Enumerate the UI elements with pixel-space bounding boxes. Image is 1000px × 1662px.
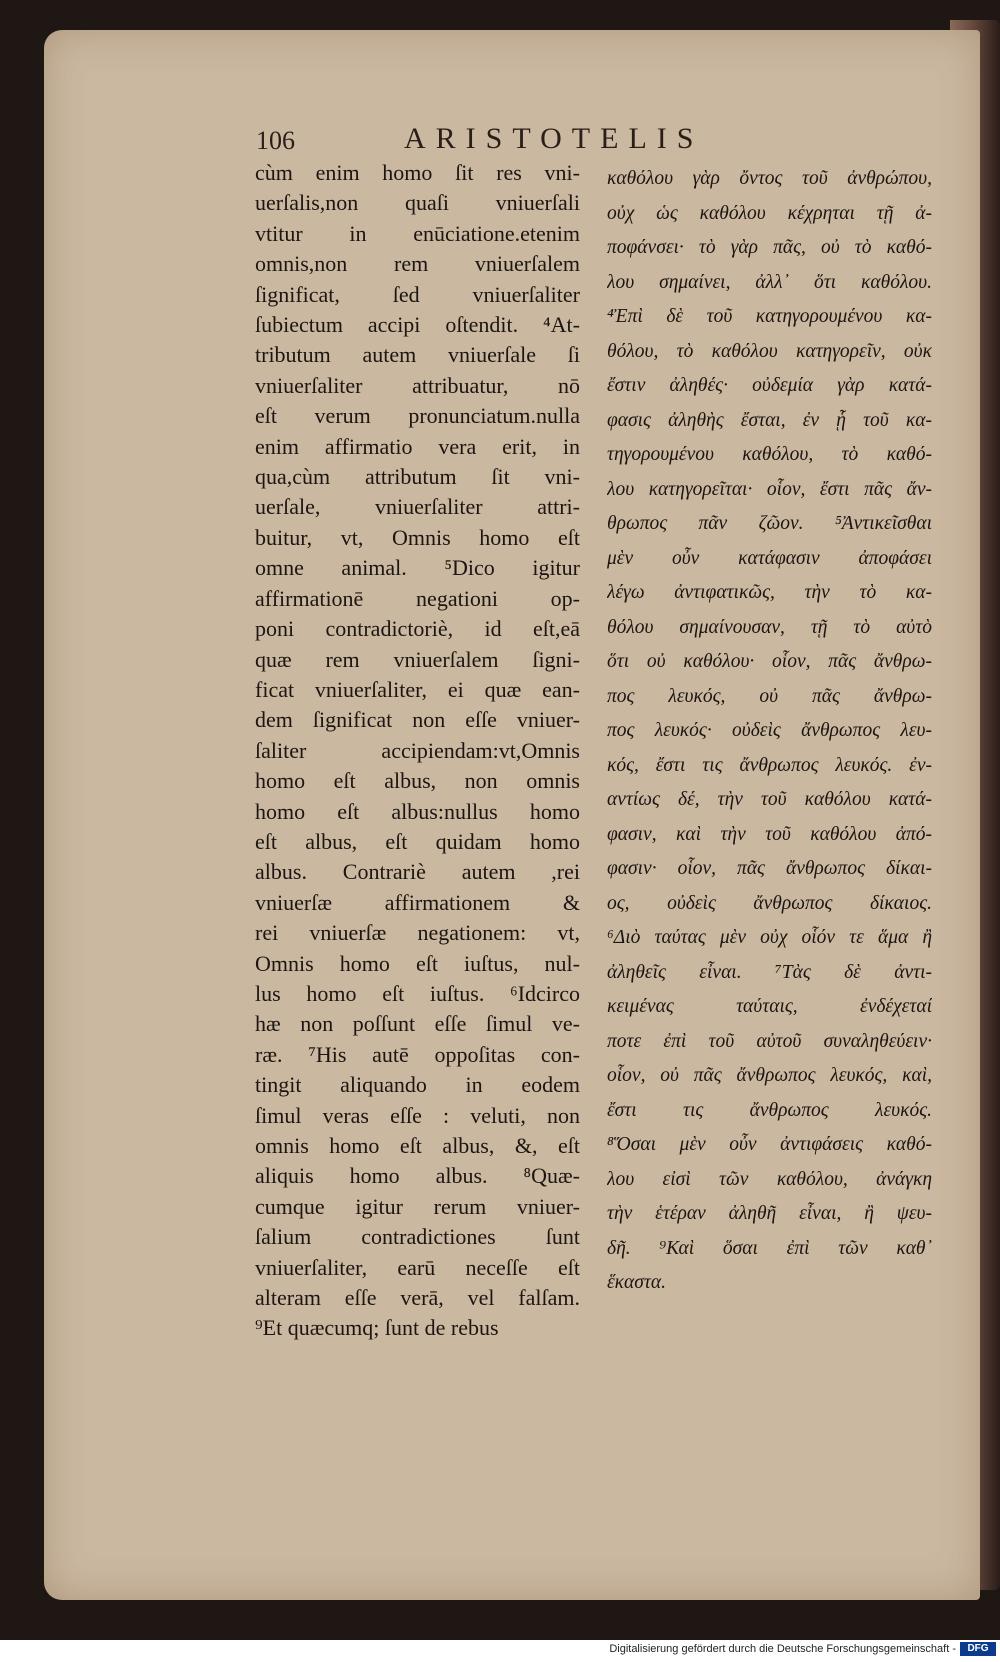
greek-text-line: τὴν ἑτέραν ἀληθῆ εἶναι, ἢ ψευ- [607, 1203, 932, 1224]
latin-text-line: quæ rem vniuerſalem ſigni- [255, 646, 580, 672]
latin-text-line: enim affirmatio vera erit, in [255, 433, 580, 459]
greek-text-line: ποφάνσει· τὸ γὰρ πᾶς, οὐ τὸ καθό- [607, 237, 932, 258]
greek-text-line: λέγω ἀντιφατικῶς, τὴν τὸ κα- [607, 582, 932, 603]
latin-text-line: ræ. ⁷His autē oppoſitas con- [255, 1041, 580, 1067]
greek-text-line: ἕκαστα. [607, 1272, 666, 1293]
latin-text-line: buitur, vt, Omnis homo eſt [255, 524, 580, 550]
latin-text-line: vniuerſaliter attribuatur, nō [255, 372, 580, 398]
greek-text-line: ⁶Διὸ ταύτας μὲν οὐχ οἷόν τε ἅμα ἢ [607, 927, 932, 948]
latin-text-line: lus homo eſt iuſtus. ⁶Idcirco [255, 980, 580, 1006]
dfg-logo: DFG [960, 1642, 996, 1656]
greek-text-line: λου εἰσὶ τῶν καθόλου, ἀνάγκη [607, 1168, 932, 1190]
greek-text-line: ἀληθεῖς εἶναι. ⁷Τὰς δὲ ἀντι- [607, 961, 932, 983]
greek-text-line: λου κατηγορεῖται· οἷον, ἔστι πᾶς ἄν- [607, 478, 932, 500]
footer-credit: Digitalisierung gefördert durch die Deutsche Forschungsgemeinschaft - [609, 1643, 956, 1655]
latin-text-line: uerſalis,non quaſi vniuerſali [255, 190, 580, 216]
greek-text-line: ος, οὐδεὶς ἄνθρωπος δίκαιος. [607, 892, 932, 914]
latin-text-line: Omnis homo eſt iuſtus, nul- [255, 950, 580, 976]
page-title: ARISTOTELIS [404, 122, 704, 155]
latin-text-line: omnis homo eſt albus, &, eſt [255, 1133, 580, 1158]
greek-text-line: ⁸Ὅσαι μὲν οὖν ἀντιφάσεις καθό- [607, 1134, 932, 1155]
latin-text-line: cùm enim homo ſit res vni- [255, 160, 580, 185]
latin-text-line: ſalium contradictiones ſunt [255, 1224, 580, 1250]
latin-text-line: cumque igitur rerum vniuer- [255, 1193, 580, 1219]
latin-text-line: dem ſignificat non eſſe vniuer- [255, 707, 580, 733]
latin-text-line: albus. Contrariè autem ,rei [255, 859, 580, 885]
greek-text-line: φασις ἀληθὴς ἔσται, ἐν ᾗ τοῦ κα- [607, 409, 932, 431]
greek-text-line: ⁴Ἐπὶ δὲ τοῦ κατηγορουμένου κα- [607, 306, 932, 327]
greek-text-line: κειμένας ταύταις, ἐνδέχεταί [607, 996, 932, 1017]
page-number: 106 [256, 126, 295, 155]
greek-text-line: θόλου σημαίνουσαν, τῇ τὸ αὐτὸ [607, 616, 932, 638]
greek-text-line: μὲν οὖν κατάφασιν ἀποφάσει [607, 547, 932, 569]
latin-text-line: tributum autem vniuerſale ſi [255, 342, 580, 368]
greek-text-line: τηγορουμένου καθόλου, τὸ καθό- [607, 444, 932, 465]
latin-text-line: vniuerſaliter, earū neceſſe eſt [255, 1254, 580, 1280]
greek-text-line: πος λευκός· οὐδεὶς ἄνθρωπος λευ- [607, 720, 932, 741]
latin-text-line: qua,cùm attributum ſit vni- [255, 464, 580, 490]
latin-text-line: ficat vniuerſaliter, ei quæ ean- [255, 676, 580, 702]
latin-text-line: ſimul veras eſſe : veluti, non [255, 1102, 580, 1128]
greek-text-line: κός, ἔστι τις ἄνθρωπος λευκός. ἐν- [607, 754, 932, 776]
latin-text-line: eſt verum pronunciatum.nulla [255, 403, 580, 429]
greek-text-line: ὅτι οὐ καθόλου· οἷον, πᾶς ἄνθρω- [607, 651, 932, 672]
latin-text-line: ſignificat, ſed vniuerſaliter [255, 281, 580, 307]
latin-text-line: homo eſt albus:nullus homo [255, 798, 580, 824]
greek-text-line: ἔστι τις ἄνθρωπος λευκός. [607, 1099, 932, 1121]
greek-text-line: ποτε ἐπὶ τοῦ αὐτοῦ συναληθεύειν· [607, 1030, 932, 1052]
latin-text-line: tingit aliquando in eodem [255, 1072, 580, 1098]
greek-text-line: φασιν· οἷον, πᾶς ἄνθρωπος δίκαι- [607, 858, 932, 879]
latin-text-line: aliquis homo albus. ⁸Quæ- [255, 1163, 580, 1189]
greek-text-line: οὐχ ὡς καθόλου κέχρηται τῇ ἀ- [607, 202, 932, 224]
latin-text-line: homo eſt albus, non omnis [255, 768, 580, 794]
greek-text-line: θρωπος πᾶν ζῶον. ⁵Ἀντικεῖσθαι [607, 513, 932, 534]
greek-text-line: θόλου, τὸ καθόλου κατηγορεῖν, οὐκ [607, 340, 932, 362]
latin-text-line: ſubiectum accipi oſtendit. ⁴At- [255, 312, 580, 338]
latin-text-line: alteram eſſe verā, vel falſam. [255, 1285, 580, 1311]
latin-column [255, 158, 580, 1344]
latin-text-line: omnis,non rem vniuerſalem [255, 251, 580, 277]
greek-text-line: φασιν, καὶ τὴν τοῦ καθόλου ἀπό- [607, 823, 932, 845]
latin-text-line: omne animal. ⁵Dico igitur [255, 555, 580, 581]
greek-text-line: καθόλου γὰρ ὄντος τοῦ ἀνθρώπου, [607, 168, 932, 189]
latin-text-line: ſaliter accipiendam:vt,Omnis [255, 737, 580, 763]
latin-text-line: uerſale, vniuerſaliter attri- [255, 494, 580, 520]
running-head [256, 122, 776, 162]
latin-text-line: eſt albus, eſt quidam homo [255, 828, 580, 854]
latin-text-line: vtitur in enūciatione.etenim [255, 220, 580, 246]
greek-text-line: λου σημαίνει, ἀλλ᾽ ὅτι καθόλου. [607, 271, 932, 293]
latin-text-line: vniuerſæ affirmationem & [255, 889, 580, 915]
latin-text-line: affirmationē negationi op- [255, 585, 580, 611]
greek-text-line: ἔστιν ἀληθές· οὐδεμία γὰρ κατά- [607, 375, 932, 396]
greek-column [607, 162, 932, 1301]
latin-text-line: rei vniuerſæ negationem: vt, [255, 920, 580, 946]
greek-text-line: πος λευκός, οὐ πᾶς ἄνθρω- [607, 685, 932, 707]
greek-text-line: οἷον, οὐ πᾶς ἄνθρωπος λευκός, καὶ, [607, 1065, 932, 1086]
latin-text-line: poni contradictoriè, id eſt,eā [255, 616, 580, 642]
latin-text-line: hæ non poſſunt eſſe ſimul ve- [255, 1011, 580, 1037]
greek-text-line: δῆ. ⁹Καὶ ὅσαι ἐπὶ τῶν καθ᾽ [607, 1237, 932, 1259]
latin-text-line: ⁹Et quæcumq; ſunt de rebus [255, 1315, 499, 1341]
greek-text-line: αντίως δέ, τὴν τοῦ καθόλου κατά- [607, 789, 932, 810]
